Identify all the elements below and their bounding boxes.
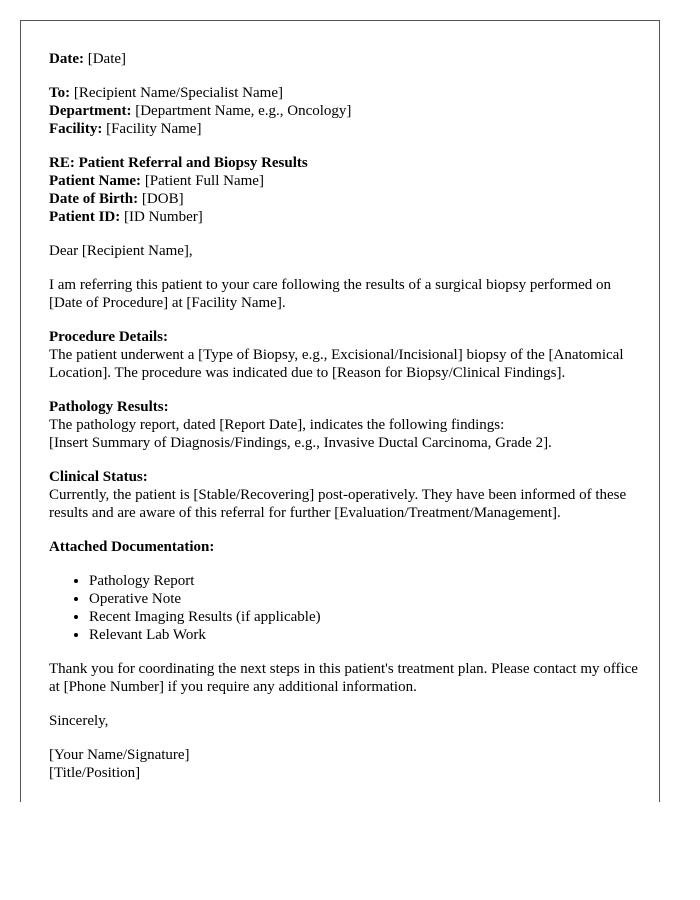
clinical-text: Currently, the patient is [Stable/Recovering] post-operatively. They have been informed of these results and are aware of this referral for further [Evaluation/Treatment/Management].	[49, 487, 627, 521]
attachments-heading-text: Attached Documentation:	[49, 539, 215, 555]
clinical-heading: Clinical Status:	[49, 469, 148, 485]
department-line	[49, 102, 659, 120]
date-block	[49, 50, 659, 68]
pathology-section	[49, 398, 639, 452]
facility-line	[49, 120, 659, 138]
patient-name-value: [Patient Full Name]	[144, 173, 264, 189]
pathology-line-1: The pathology report, dated [Report Date], indicates the following findings:	[49, 417, 505, 433]
intro-paragraph: I am referring this patient to your care following the results of a surgical biopsy performed on [Date of Procedure] at [Facility Name].	[49, 277, 612, 311]
attachments-heading	[49, 538, 639, 556]
salutation: Dear [Recipient Name],	[49, 243, 193, 259]
signature-name: [Your Name/Signature]	[49, 747, 190, 763]
signature-block	[49, 746, 659, 782]
patient-id-value: [ID Number]	[124, 209, 203, 225]
signoff: Sincerely,	[49, 713, 109, 729]
pathology-line-2: [Insert Summary of Diagnosis/Findings, e.g., Invasive Ductal Carcinoma, Grade 2].	[49, 435, 552, 451]
closing-paragraph: Thank you for coordinating the next steps in this patient's treatment plan. Please contact my office at [Phone Number] if you require any additional information.	[49, 661, 638, 695]
list-item: • Operative Note	[89, 590, 659, 608]
list-item: • Relevant Lab Work	[89, 626, 659, 644]
dob-label: Date of Birth:	[49, 191, 139, 207]
re-line: RE: Patient Referral and Biopsy Results	[49, 155, 308, 171]
referral-letter	[20, 20, 660, 802]
facility-value: [Facility Name]	[106, 121, 202, 137]
date-value: [Date]	[87, 51, 127, 67]
to-line	[49, 84, 659, 102]
procedure-heading: Procedure Details:	[49, 329, 168, 345]
dob-value: [DOB]	[141, 191, 184, 207]
to-label: To:	[49, 85, 71, 101]
date-label: Date:	[49, 51, 84, 67]
subject-block	[49, 154, 659, 226]
procedure-section	[49, 328, 639, 382]
list-item: • Pathology Report	[89, 572, 659, 590]
patient-name-label: Patient Name:	[49, 173, 142, 189]
patient-name-line	[49, 172, 659, 190]
procedure-text: The patient underwent a [Type of Biopsy, e.g., Excisional/Incisional] biopsy of the [Anatomical Location]. The procedure was indicated due to [Reason for Biopsy/Clinical Findings].	[49, 347, 624, 381]
signature-title: [Title/Position]	[49, 765, 141, 781]
patient-id-line	[49, 208, 659, 226]
list-item: • Recent Imaging Results (if applicable)	[89, 608, 659, 626]
department-value: [Department Name, e.g., Oncology]	[135, 103, 352, 119]
to-value: [Recipient Name/Specialist Name]	[73, 85, 283, 101]
attachments-list	[49, 572, 659, 644]
patient-id-label: Patient ID:	[49, 209, 121, 225]
dob-line	[49, 190, 659, 208]
clinical-section	[49, 468, 639, 522]
recipient-block	[49, 84, 659, 138]
date-line	[49, 50, 659, 68]
facility-label: Facility:	[49, 121, 103, 137]
pathology-heading: Pathology Results:	[49, 399, 169, 415]
department-label: Department:	[49, 103, 132, 119]
